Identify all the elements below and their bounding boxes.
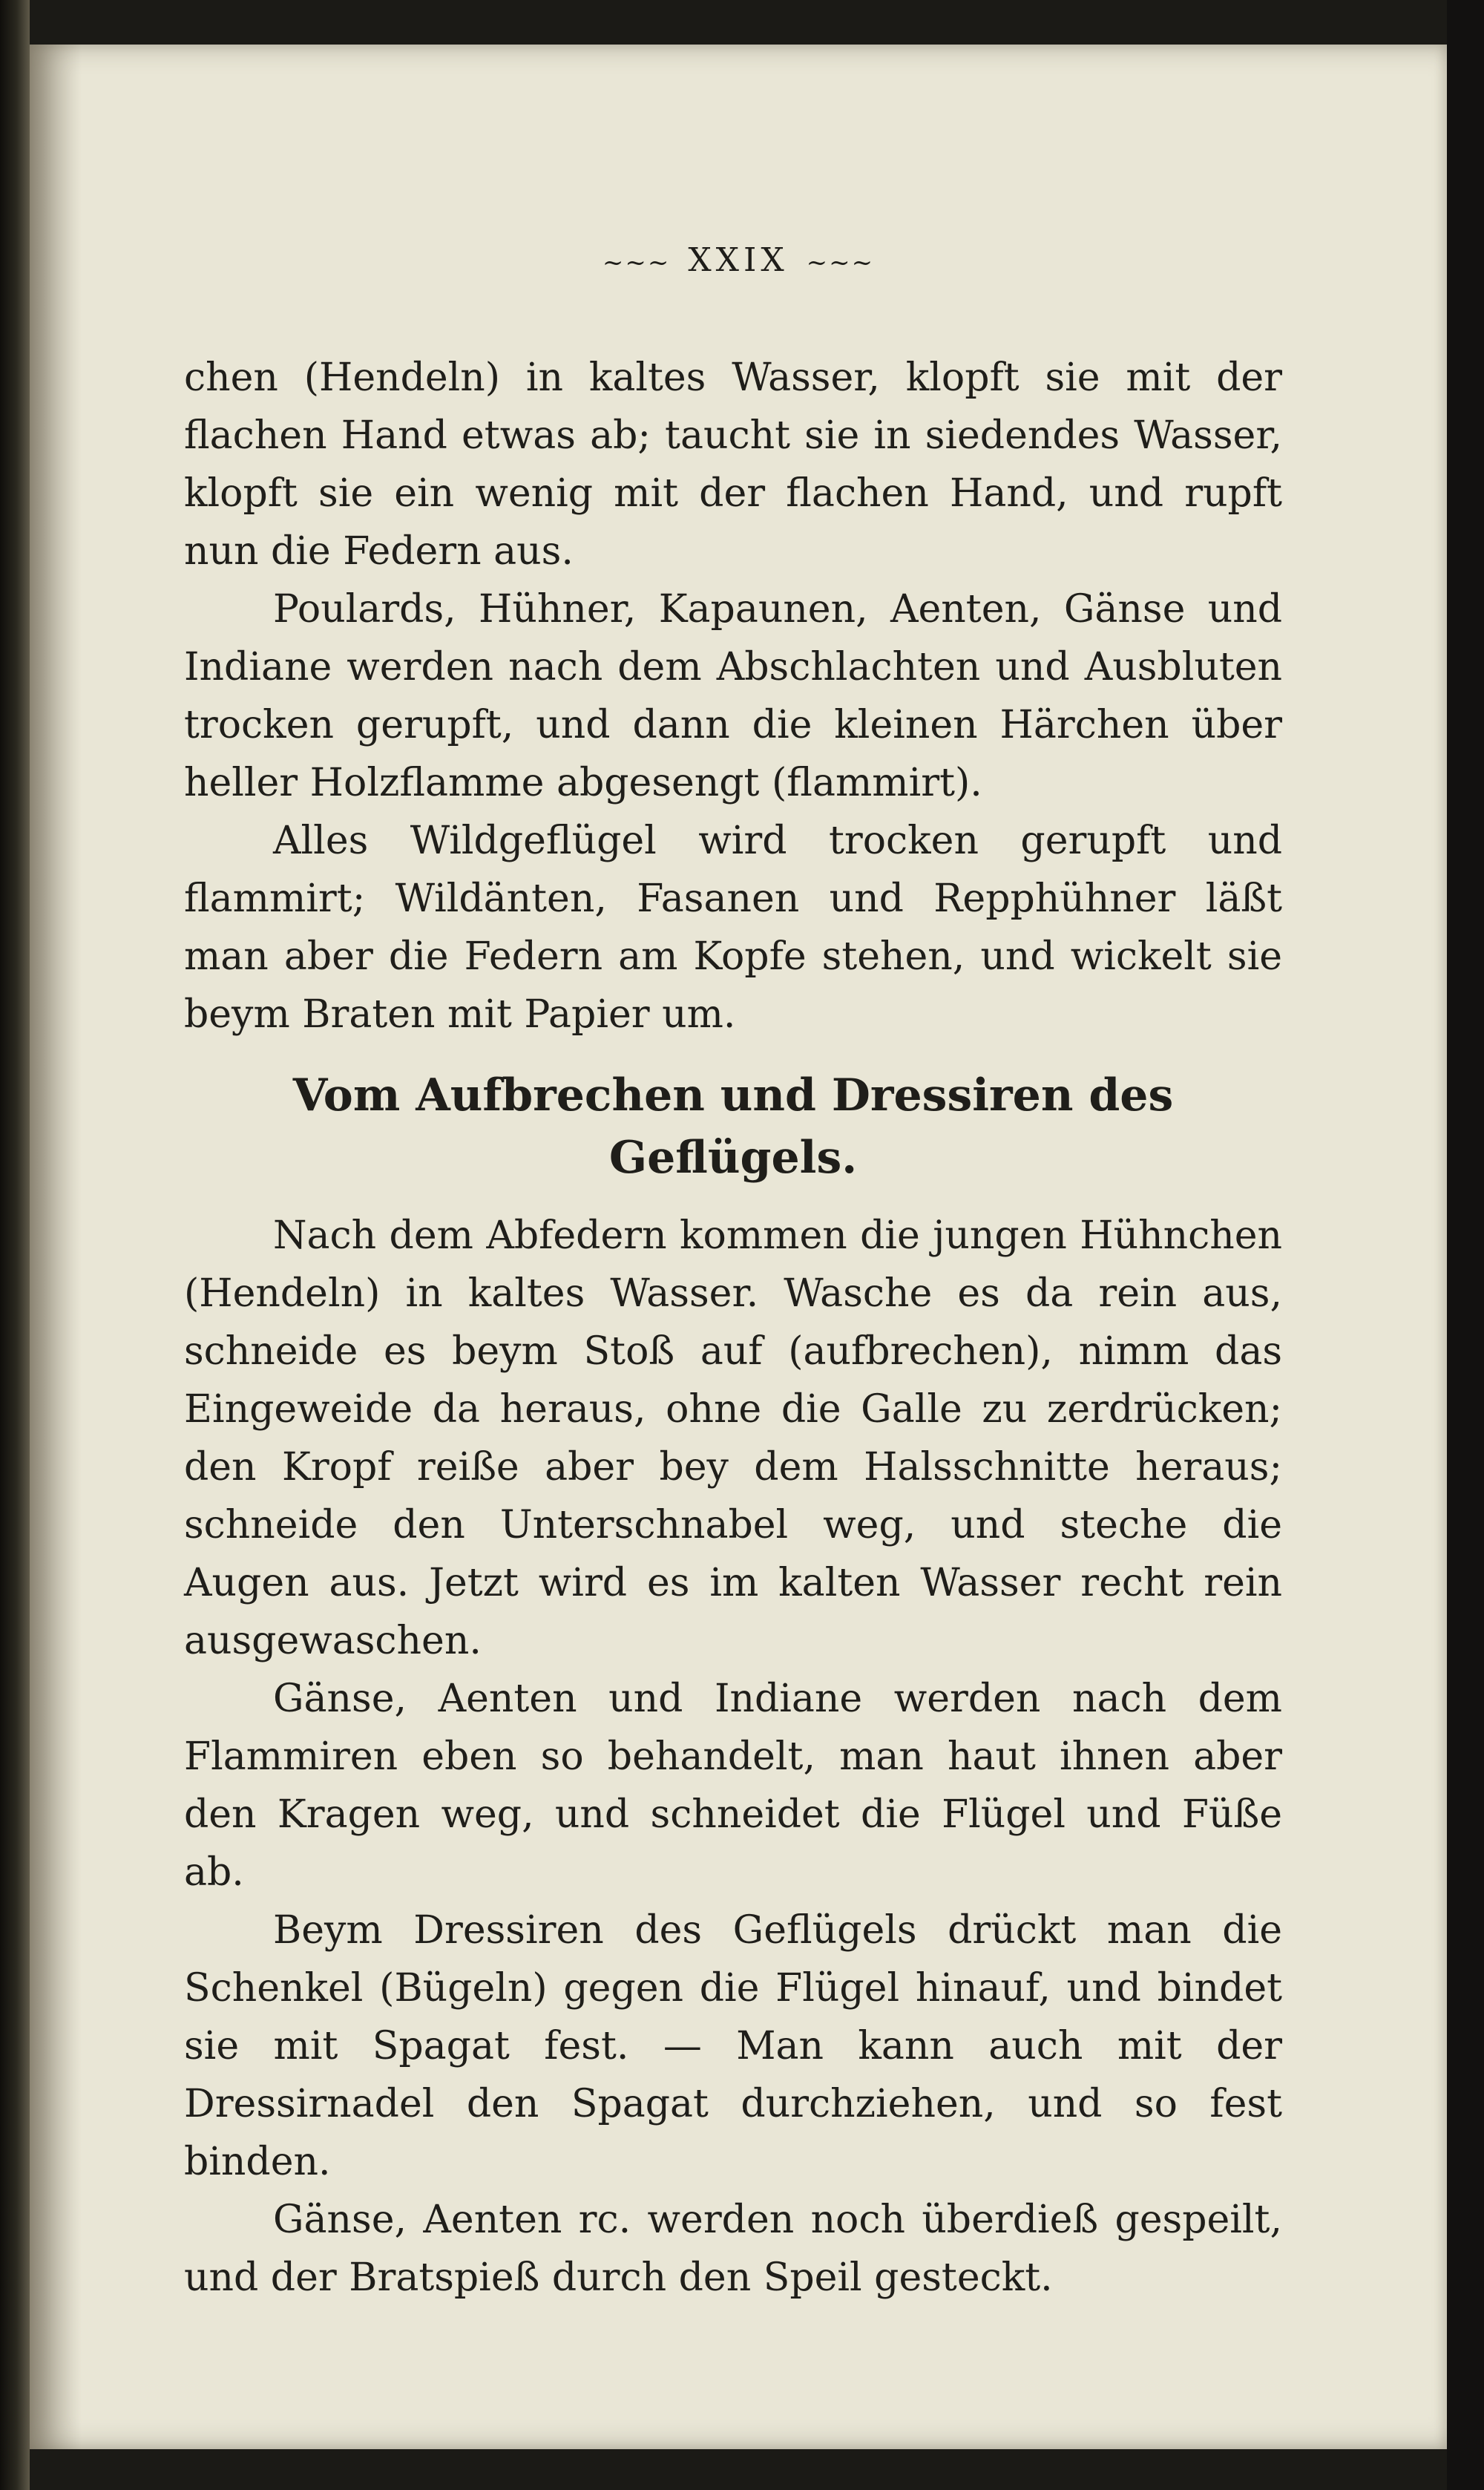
header-ornament-left: ~~~ [602, 248, 671, 278]
page-number: XXIX [688, 241, 789, 279]
book-page [30, 45, 1447, 2449]
paragraph: Beym Dressiren des Geflügels drückt man die Schenkel (Bügeln) gegen die Flügel hinauf, und bindet sie mit Spagat fest. — Man kann auch mit der Dressirnadel den Spagat durchziehen, und so fest binden. [184, 1908, 1282, 2184]
scan-border [1447, 0, 1484, 2490]
header-ornament-right: ~~~ [806, 248, 875, 278]
body-text [184, 349, 1282, 2307]
paragraph: Gänse, Aenten rc. werden noch überdieß gespeilt, und der Bratspieß durch den Speil gesteckt. [184, 2198, 1282, 2300]
section-heading: Vom Aufbrechen und Dressiren des Geflügels. [292, 1069, 1174, 1184]
running-head [30, 241, 1447, 279]
paragraph-continued: chen (Hendeln) in kaltes Wasser, klopft sie mit der flachen Hand etwas ab; taucht sie in siedendes Wasser, klopft sie ein wenig mit der flachen Hand, und rupft nun die Federn aus. [184, 356, 1282, 574]
book-spine-shadow [0, 0, 30, 2490]
paragraph: Poulards, Hühner, Kapaunen, Aenten, Gänse und Indiane werden nach dem Abschlachten und Ausbluten trocken gerupft, und dann die kleinen Härchen über heller Holzflamme abgesengt (flammirt). [184, 587, 1282, 805]
paragraph: Nach dem Abfedern kommen die jungen Hühnchen (Hendeln) in kaltes Wasser. Wasche es da rein aus, schneide es beym Stoß auf (aufbrechen), nimm das Eingeweide da heraus, ohne die Galle zu zerdrücken; den Kropf reiße aber bey dem Halsschnitte heraus; schneide den Unterschnabel weg, und steche die Augen aus. Jetzt wird es im kalten Wasser recht rein ausgewaschen. [184, 1213, 1282, 1663]
paragraph: Alles Wildgeflügel wird trocken gerupft und flammirt; Wildänten, Fasanen und Repphühner läßt man aber die Federn am Kopfe stehen, und wickelt sie beym Braten mit Papier um. [184, 819, 1282, 1037]
paragraph: Gänse, Aenten und Indiane werden nach dem Flammiren eben so behandelt, man haut ihnen aber den Kragen weg, und schneidet die Flügel und Füße ab. [184, 1677, 1282, 1895]
page-gutter [30, 45, 82, 2449]
